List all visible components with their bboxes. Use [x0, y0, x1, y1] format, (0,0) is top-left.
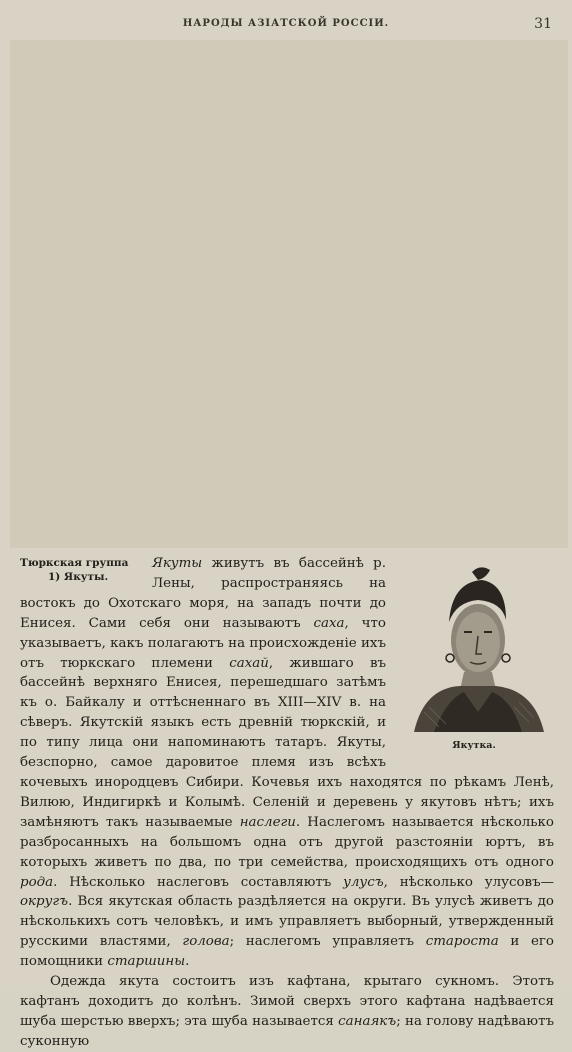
margin-note	[20, 556, 148, 584]
text-run: . Вся якутская область раздѣляется на округи. Въ улусѣ живетъ до нѣсколькихъ сотъ человѣкъ, и имъ управляетъ выборный, утвержденный русскими властями,	[20, 894, 554, 950]
text-run: . Наслегомъ называется нѣсколько разбросанныхъ на большомъ одна отъ другой разстояніи юртъ, въ которыхъ живетъ по два, по три семейства, происходящихъ отъ одного	[20, 814, 554, 870]
text-run: , что указываетъ, какъ полагаютъ на происхожденіе ихъ отъ тюркскаго племени	[20, 615, 386, 671]
running-header	[0, 16, 572, 36]
italic-term: старшины	[107, 954, 186, 970]
italic-term: староста	[425, 934, 499, 950]
body-text	[20, 554, 554, 1052]
italic-term: наслеги	[239, 814, 296, 830]
page-number: 31	[534, 16, 552, 32]
header-title: НАРОДЫ АЗІАТСКОЙ РОССІИ.	[182, 18, 390, 29]
text-run: живутъ въ бассейнѣ р. Лены, распространяясь на востокъ до Охотскаго моря, на западъ почти до Енисея. Сами себя они называютъ	[20, 556, 386, 631]
paragraph-2	[20, 972, 554, 1052]
italic-term: саха	[313, 615, 345, 631]
portrait-figure	[394, 562, 554, 756]
text-run: Одежда якута состоитъ изъ кафтана, крытаго сукномъ. Этотъ кафтанъ доходитъ до колѣнъ. Зимой сверхъ этого кафтана надѣвается шуба шерстью вверхъ; эта шуба называется	[20, 974, 554, 1029]
text-run: и его помощники	[20, 934, 554, 970]
italic-term: сахай	[229, 655, 269, 671]
text-run: .	[185, 954, 190, 970]
text-run: ; на голову надѣваютъ суконную	[20, 1013, 554, 1049]
italic-term: голова	[182, 934, 230, 950]
figure-caption: Якутка.	[452, 740, 496, 751]
text-run: , нѣсколько улусовъ—	[383, 874, 555, 890]
blank-plate-area	[10, 40, 568, 548]
italic-term: санаякъ	[338, 1013, 397, 1029]
text-run: ; наслегомъ управляетъ	[229, 934, 426, 950]
italic-term: улусъ	[343, 874, 384, 890]
italic-term: Якуты	[152, 556, 203, 571]
portrait-engraving-icon	[394, 562, 554, 732]
italic-term: рода	[20, 874, 54, 890]
margin-note-line2: 1) Якуты.	[48, 571, 109, 583]
italic-term: округъ	[20, 894, 69, 910]
margin-note-line1: Тюркская группа	[20, 557, 129, 569]
text-run: . Нѣсколько наслеговъ составляютъ	[53, 874, 344, 890]
text-run: , жившаго въ бассейнѣ верхняго Енисея, перешедшаго затѣмъ къ о. Байкалу и оттѣсненнаго въ XIII—XIV в. на сѣверъ. Якутскій языкъ есть древній тюркскій, и по типу лица они напоминаютъ татаръ. Якуты, безспорно, самое даровитое племя изъ всѣхъ кочевыхъ инородцевъ Сибири. Кочевья ихъ находятся по рѣкамъ Ленѣ, Вилюю, Индигиркѣ и Колымѣ. Селеній и деревень у якутовъ нѣтъ; ихъ замѣняютъ такъ называемые	[20, 655, 554, 830]
